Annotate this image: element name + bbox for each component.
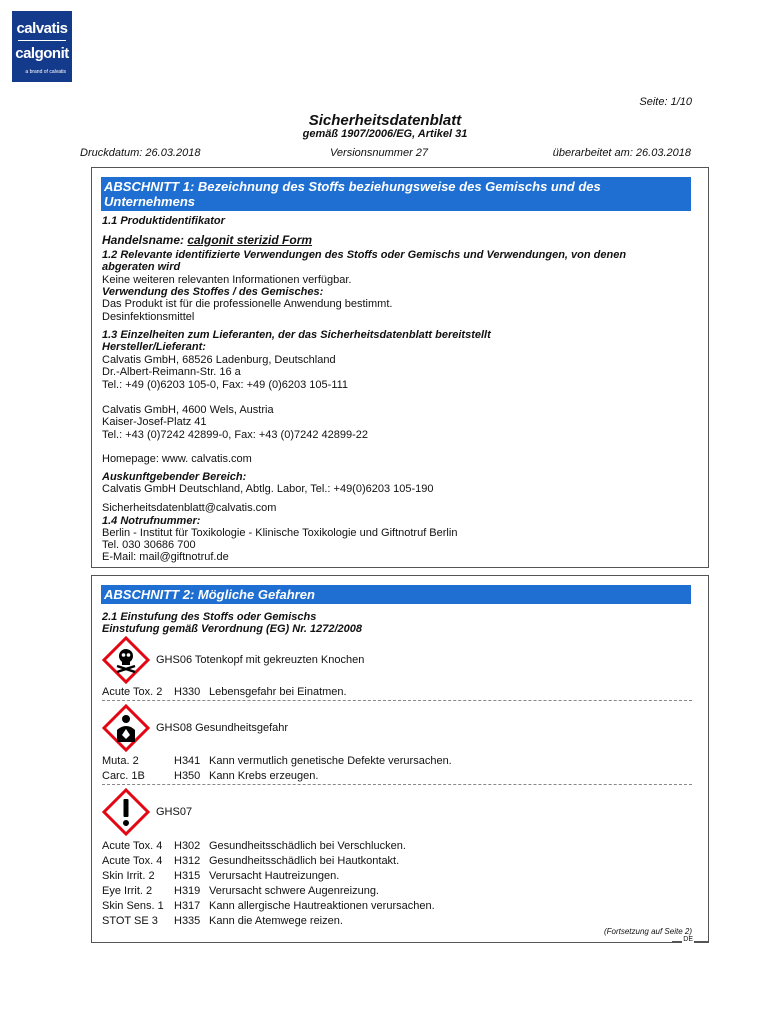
hazard-class: Skin Irrit. 2 <box>102 870 155 882</box>
hazard-statement-code: H317 <box>174 900 201 912</box>
supplier-at-name: Calvatis GmbH, 4600 Wels, Austria <box>102 404 274 416</box>
hazard-class: Acute Tox. 2 <box>102 686 163 698</box>
section-2-title: ABSCHNITT 2: Mögliche Gefahren <box>104 587 315 602</box>
section-1-title-line1: ABSCHNITT 1: Bezeichnung des Stoffs beziehungsweise des Gemischs und des <box>104 179 601 194</box>
hazard-row <box>102 755 452 767</box>
section-1-title-line2: Unternehmens <box>104 194 196 209</box>
logo-text-calgonit: calgonit <box>15 45 69 62</box>
trade-name-row <box>102 233 312 247</box>
supplier-de-name: Calvatis GmbH, 68526 Ladenburg, Deutschland <box>102 354 336 366</box>
hazard-class: Carc. 1B <box>102 770 145 782</box>
emergency-line3[interactable]: E-Mail: mail@giftnotruf.de <box>102 551 229 563</box>
divider <box>102 700 692 701</box>
section-1-header <box>101 177 691 211</box>
hazard-statement-text: Lebensgefahr bei Einatmen. <box>209 686 347 698</box>
divider <box>102 784 692 785</box>
hazard-row <box>102 855 399 867</box>
hazard-statement-text: Kann allergische Hautreaktionen verursachen. <box>209 900 435 912</box>
supplier-de-tel: Tel.: +49 (0)6203 105-0, Fax: +49 (0)6203 105-111 <box>102 379 349 391</box>
use-text: Das Produkt ist für die professionelle Anwendung bestimmt. <box>102 298 393 310</box>
hazard-row <box>102 870 339 882</box>
hazard-statement-code: H341 <box>174 755 201 767</box>
hazard-statement-text: Kann Krebs erzeugen. <box>209 770 319 782</box>
supplier-de-street: Dr.-Albert-Reimann-Str. 16 a <box>102 366 241 378</box>
hazard-class: Acute Tox. 4 <box>102 855 163 867</box>
hazard-class: STOT SE 3 <box>102 915 158 927</box>
company-logo <box>12 11 72 82</box>
document-subtitle: gemäß 1907/2006/EG, Artikel 31 <box>302 128 468 140</box>
ghs06-label: GHS06 Totenkopf mit gekreuzten Knochen <box>156 654 365 666</box>
version-number: Versionsnummer 27 <box>330 147 429 159</box>
hazard-statement-code: H302 <box>174 840 201 852</box>
ghs07-label: GHS07 <box>156 806 193 818</box>
ghs08-label: GHS08 Gesundheitsgefahr <box>156 722 289 734</box>
emergency-line1: Berlin - Institut für Toxikologie - Klinische Toxikologie und Giftnotruf Berlin <box>102 527 458 539</box>
hazard-statement-code: H330 <box>174 686 201 698</box>
trade-name-value: calgonit sterizid Form <box>187 233 313 247</box>
supplier-at-tel: Tel.: +43 (0)7242 42899-0, Fax: +43 (0)7242 42899-22 <box>102 429 369 441</box>
subsection-1-3: 1.3 Einzelheiten zum Lieferanten, der das Sicherheitsdatenblatt bereitstellt <box>102 329 491 341</box>
revision-date: überarbeitet am: 26.03.2018 <box>552 147 691 159</box>
hazard-statement-text: Kann die Atemwege reizen. <box>209 915 343 927</box>
hazard-statement-text: Verursacht schwere Augenreizung. <box>209 885 379 897</box>
exclamation-mark-icon <box>102 788 150 836</box>
hazard-statement-code: H319 <box>174 885 201 897</box>
subsection-1-1: 1.1 Produktidentifikator <box>102 215 225 227</box>
health-hazard-icon <box>102 704 150 752</box>
subsection-1-4: 1.4 Notrufnummer: <box>102 515 201 527</box>
sds-email[interactable]: Sicherheitsdatenblatt@calvatis.com <box>102 502 277 514</box>
supplier-label: Hersteller/Lieferant: <box>102 341 206 353</box>
hazard-row <box>102 840 406 852</box>
hazard-row <box>102 915 343 927</box>
use-label: Verwendung des Stoffes / des Gemisches: <box>102 286 324 298</box>
hazard-class: Muta. 2 <box>102 755 139 767</box>
hazard-row <box>102 900 435 912</box>
hazard-class: Eye Irrit. 2 <box>102 885 153 897</box>
use-type: Desinfektionsmittel <box>102 311 195 323</box>
hazard-class: Skin Sens. 1 <box>102 900 164 912</box>
hazard-statement-text: Kann vermutlich genetische Defekte verursachen. <box>209 755 452 767</box>
logo-tagline: a brand of calvatis <box>25 69 66 75</box>
info-label: Auskunftgebender Bereich: <box>102 471 247 483</box>
subsection-1-2-line2: abgeraten wird <box>102 261 181 273</box>
info-text: Calvatis GmbH Deutschland, Abtlg. Labor, Tel.: +49(0)6203 105-190 <box>102 483 434 495</box>
hazard-statement-text: Gesundheitsschädlich bei Verschlucken. <box>209 840 406 852</box>
print-date: Druckdatum: 26.03.2018 <box>80 147 201 159</box>
no-info-text: Keine weiteren relevanten Informationen verfügbar. <box>102 274 352 286</box>
hazard-statement-code: H312 <box>174 855 201 867</box>
hazard-class: Acute Tox. 4 <box>102 840 163 852</box>
continued-note: (Fortsetzung auf Seite 2) <box>603 927 692 936</box>
homepage-text[interactable]: Homepage: www. calvatis.com <box>102 453 252 465</box>
subsection-2-1-regulation: Einstufung gemäß Verordnung (EG) Nr. 1272/2008 <box>102 623 362 635</box>
hazard-statement-text: Verursacht Hautreizungen. <box>209 870 340 882</box>
section-2-header <box>101 585 691 604</box>
hazard-row <box>102 770 318 782</box>
emergency-line2: Tel. 030 30686 700 <box>102 539 196 551</box>
logo-text-calvatis: calvatis <box>16 20 68 37</box>
hazard-row <box>102 885 379 897</box>
skull-crossbones-icon <box>102 636 150 684</box>
subsection-1-2-line1: 1.2 Relevante identifizierte Verwendungen des Stoffs oder Gemischs und Verwendungen, von denen <box>102 249 627 261</box>
hazard-statement-code: H350 <box>174 770 201 782</box>
hazard-row <box>102 686 347 698</box>
hazard-statement-code: H315 <box>174 870 201 882</box>
hazard-statement-text: Gesundheitsschädlich bei Hautkontakt. <box>209 855 400 867</box>
trade-name-label: Handelsname: <box>102 233 185 247</box>
page-number: Seite: 1/10 <box>639 96 692 108</box>
document-title: Sicherheitsdatenblatt <box>308 112 462 129</box>
supplier-at-street: Kaiser-Josef-Platz 41 <box>102 416 207 428</box>
hazard-statement-code: H335 <box>174 915 201 927</box>
language-code: DE <box>683 936 693 943</box>
subsection-2-1: 2.1 Einstufung des Stoffs oder Gemischs <box>102 611 317 623</box>
